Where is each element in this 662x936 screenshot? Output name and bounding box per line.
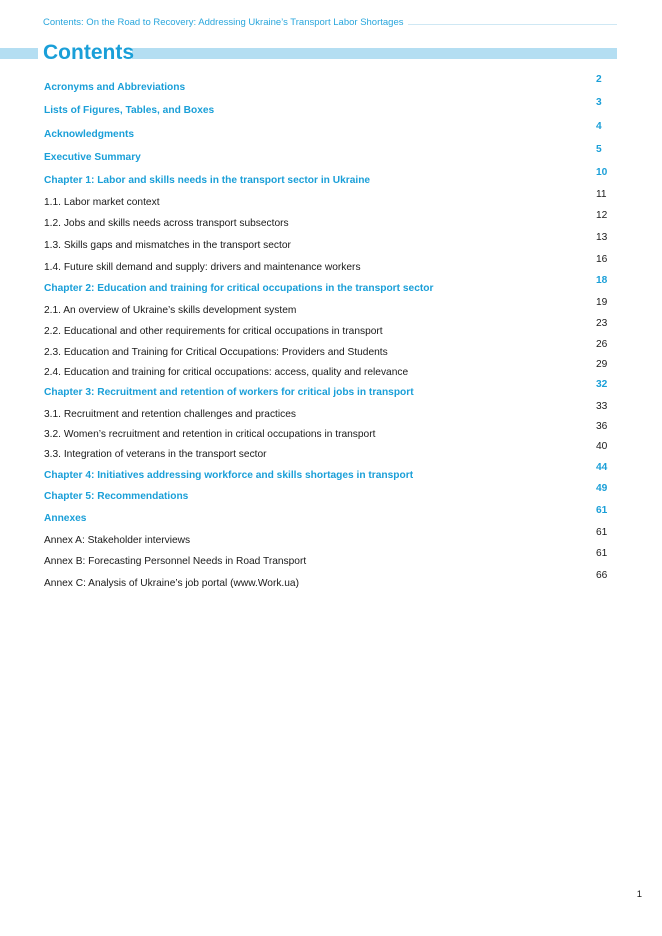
toc-entry-3-3[interactable] bbox=[44, 441, 618, 461]
toc-entry-1-3[interactable] bbox=[44, 232, 618, 252]
toc-entry-label: Chapter 3: Recruitment and retention of workers for critical jobs in transport bbox=[44, 387, 414, 398]
toc-entry-2-3[interactable] bbox=[44, 339, 618, 359]
title-bar-left bbox=[0, 48, 38, 59]
toc-entry-label: Acknowledgments bbox=[44, 129, 135, 140]
toc-entry-page: 40 bbox=[596, 441, 608, 452]
toc-entry-label: Annex C: Analysis of Ukraine’s job portal (www.Work.ua) bbox=[44, 578, 299, 589]
toc-entry-annex-c[interactable] bbox=[44, 570, 618, 590]
toc-entry-label: Executive Summary bbox=[44, 152, 141, 163]
toc-entry-label: 3.3. Integration of veterans in the transport sector bbox=[44, 449, 267, 460]
toc-entry-page: 19 bbox=[596, 297, 608, 308]
toc-entry-page: 11 bbox=[596, 189, 607, 200]
toc-entry-label: 1.1. Labor market context bbox=[44, 197, 160, 208]
toc-entry-label: Annex A: Stakeholder interviews bbox=[44, 535, 191, 546]
toc-entry-page: 26 bbox=[596, 339, 608, 350]
toc-entry-annexes[interactable] bbox=[44, 505, 618, 525]
toc-entry-chapter-2[interactable] bbox=[44, 275, 618, 295]
toc-entry-page: 23 bbox=[596, 318, 608, 329]
toc-entry-page: 4 bbox=[596, 121, 602, 132]
toc-entry-page: 10 bbox=[596, 167, 608, 178]
toc-entry-annex-a[interactable] bbox=[44, 527, 618, 547]
toc-entry-annex-b[interactable] bbox=[44, 548, 618, 568]
toc-entry-page: 61 bbox=[596, 505, 608, 516]
toc-entry-page: 3 bbox=[596, 97, 602, 108]
toc-entry-acronyms[interactable] bbox=[44, 74, 618, 94]
page-title: Contents bbox=[43, 41, 134, 64]
toc-entry-page: 16 bbox=[596, 254, 608, 265]
toc-entry-page: 18 bbox=[596, 275, 608, 286]
toc-entry-label: 3.1. Recruitment and retention challenges and practices bbox=[44, 409, 297, 420]
toc-entry-3-2[interactable] bbox=[44, 421, 618, 441]
toc-entry-3-1[interactable] bbox=[44, 401, 618, 421]
toc-entry-label: 1.3. Skills gaps and mismatches in the transport sector bbox=[44, 240, 291, 251]
toc-entry-acknowledgments[interactable] bbox=[44, 121, 618, 141]
toc-entry-page: 66 bbox=[596, 570, 608, 581]
toc-entry-1-1[interactable] bbox=[44, 189, 618, 209]
header-rule bbox=[408, 24, 617, 25]
toc-entry-page: 5 bbox=[596, 144, 602, 155]
toc-entry-label: 1.4. Future skill demand and supply: drivers and maintenance workers bbox=[44, 262, 361, 273]
toc-entry-chapter-1[interactable] bbox=[44, 167, 618, 187]
toc-entry-1-2[interactable] bbox=[44, 210, 618, 230]
toc-entry-page: 32 bbox=[596, 379, 608, 390]
toc-entry-label: Chapter 4: Initiatives addressing workforce and skills shortages in transport bbox=[44, 470, 414, 481]
toc-entry-page: 29 bbox=[596, 359, 608, 370]
toc-entry-page: 2 bbox=[596, 74, 602, 85]
toc-entry-label: 2.4. Education and training for critical occupations: access, quality and relevance bbox=[44, 367, 409, 378]
toc-entry-2-2[interactable] bbox=[44, 318, 618, 338]
page-number: 1 bbox=[636, 889, 642, 900]
toc-entry-page: 33 bbox=[596, 401, 608, 412]
toc-entry-lists[interactable] bbox=[44, 97, 618, 117]
toc-entry-2-4[interactable] bbox=[44, 359, 618, 379]
toc-entry-label: 2.1. An overview of Ukraine’s skills development system bbox=[44, 305, 297, 316]
toc-entry-chapter-4[interactable] bbox=[44, 462, 618, 482]
toc-entry-chapter-5[interactable] bbox=[44, 483, 618, 503]
toc-entry-label: Acronyms and Abbreviations bbox=[44, 82, 186, 93]
toc-entry-page: 61 bbox=[596, 548, 608, 559]
toc-entry-label: 2.2. Educational and other requirements for critical occupations in transport bbox=[44, 326, 383, 337]
toc-entry-label: Annexes bbox=[44, 513, 87, 524]
toc-entry-page: 12 bbox=[596, 210, 608, 221]
toc-entry-label: Chapter 5: Recommendations bbox=[44, 491, 189, 502]
toc-entry-executive-summary[interactable] bbox=[44, 144, 618, 164]
running-header: Contents: On the Road to Recovery: Addressing Ukraine’s Transport Labor Shortages bbox=[43, 17, 404, 28]
toc-entry-page: 44 bbox=[596, 462, 608, 473]
toc-entry-2-1[interactable] bbox=[44, 297, 618, 317]
toc-entry-label: Annex B: Forecasting Personnel Needs in Road Transport bbox=[44, 556, 307, 567]
toc-entry-1-4[interactable] bbox=[44, 254, 618, 274]
toc-entry-label: 2.3. Education and Training for Critical Occupations: Providers and Students bbox=[44, 347, 388, 358]
toc-entry-page: 13 bbox=[596, 232, 608, 243]
toc-entry-label: Chapter 2: Education and training for critical occupations in the transport sector bbox=[44, 283, 434, 294]
toc-entry-page: 49 bbox=[596, 483, 608, 494]
toc-entry-page: 36 bbox=[596, 421, 608, 432]
toc-entry-label: 1.2. Jobs and skills needs across transport subsectors bbox=[44, 218, 289, 229]
toc-entry-page: 61 bbox=[596, 527, 608, 538]
title-bar-right bbox=[132, 48, 617, 59]
toc-entry-chapter-3[interactable] bbox=[44, 379, 618, 399]
toc-entry-label: 3.2. Women’s recruitment and retention in critical occupations in transport bbox=[44, 429, 376, 440]
toc-entry-label: Lists of Figures, Tables, and Boxes bbox=[44, 105, 215, 116]
toc-entry-label: Chapter 1: Labor and skills needs in the transport sector in Ukraine bbox=[44, 175, 371, 186]
